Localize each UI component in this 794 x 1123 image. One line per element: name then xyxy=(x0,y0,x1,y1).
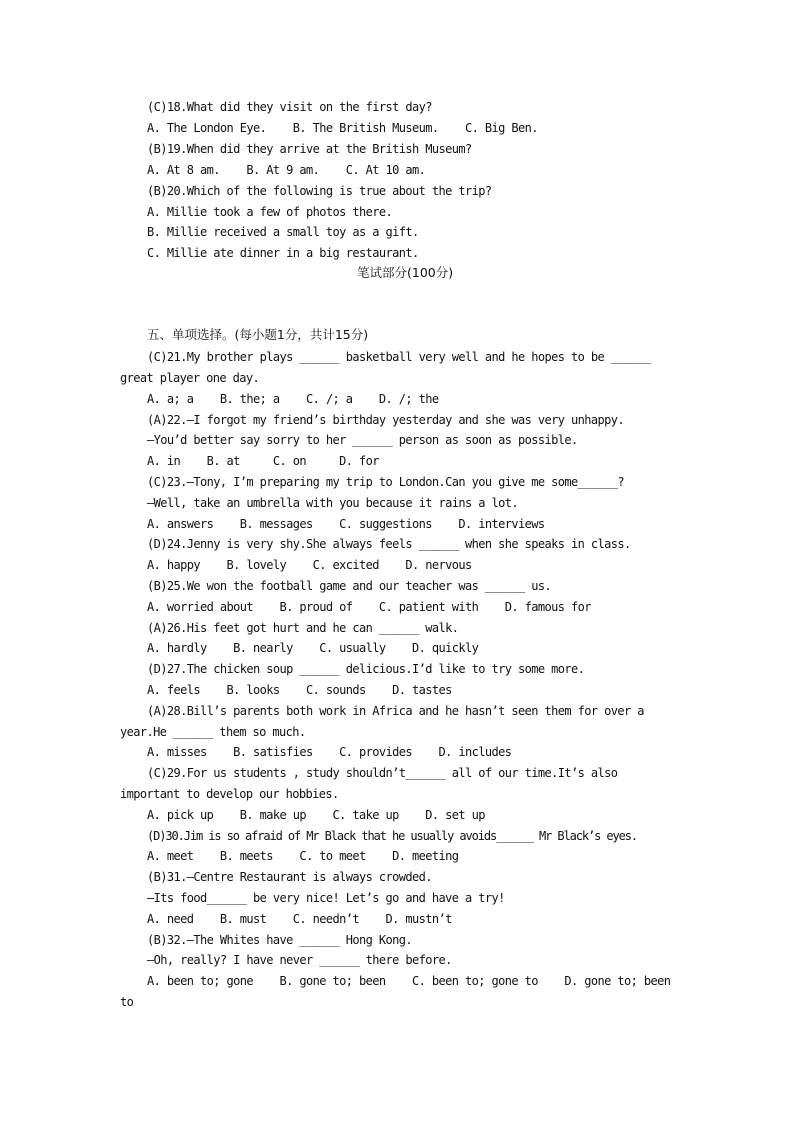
question-32-cont: —Oh, really? I have never ______ there before. xyxy=(147,953,452,967)
question-21-cont: great player one day. xyxy=(120,371,260,385)
question-21-options: A. a; a B. the; a C. /; a D. /; the xyxy=(147,392,439,406)
question-23-options: A. answers B. messages C. suggestions D. interviews xyxy=(147,517,545,531)
question-32-options-wrap: to xyxy=(120,995,134,1009)
question-18-options: A. The London Eye. B. The British Museum. C. Big Ben. xyxy=(147,121,538,135)
question-23-cont: —Well, take an umbrella with you because it rains a lot. xyxy=(147,496,518,510)
question-24-options: A. happy B. lovely C. excited D. nervous xyxy=(147,558,472,572)
question-26-options: A. hardly B. nearly C. usually D. quickly xyxy=(147,641,479,655)
question-29: (C)29.For us students , study shouldn’t______ all of our time.It’s also xyxy=(147,766,618,780)
question-32-options: A. been to; gone B. gone to; been C. been to; gone to D. gone to; been xyxy=(147,974,671,988)
question-19: (B)19.When did they arrive at the British Museum? xyxy=(147,142,472,156)
question-22-cont: —You’d better say sorry to her ______ person as soon as possible. xyxy=(147,433,578,447)
question-31-cont: —Its food______ be very nice! Let’s go and have a try! xyxy=(147,891,505,905)
question-29-cont: important to develop our hobbies. xyxy=(120,787,339,801)
question-19-options: A. At 8 am. B. At 9 am. C. At 10 am. xyxy=(147,163,426,177)
question-28-cont: year.He ______ them so much. xyxy=(120,725,306,739)
written-section-title: 笔试部分(100分) xyxy=(357,265,454,280)
question-30: (D)30.Jim is so afraid of Mr Black that he usually avoids______ Mr Black’s eyes. xyxy=(147,829,637,843)
question-28: (A)28.Bill’s parents both work in Africa and he hasn’t seen them for over a xyxy=(147,704,644,718)
question-30-options: A. meet B. meets C. to meet D. meeting xyxy=(147,849,459,863)
question-28-options: A. misses B. satisfies C. provides D. includes xyxy=(147,745,512,759)
question-25-options: A. worried about B. proud of C. patient with D. famous for xyxy=(147,600,591,614)
question-25: (B)25.We won the football game and our teacher was ______ us. xyxy=(147,579,552,593)
question-27-options: A. feels B. looks C. sounds D. tastes xyxy=(147,683,452,697)
question-29-options: A. pick up B. make up C. take up D. set up xyxy=(147,808,485,822)
question-20-option-b: B. Millie received a small toy as a gift. xyxy=(147,225,419,239)
question-20-option-a: A. Millie took a few of photos there. xyxy=(147,205,393,219)
question-18: (C)18.What did they visit on the first day? xyxy=(147,100,432,114)
question-22: (A)22.—I forgot my friend’s birthday yesterday and she was very unhappy. xyxy=(147,413,624,427)
question-22-options: A. in B. at C. on D. for xyxy=(147,454,379,468)
question-20-option-c: C. Millie ate dinner in a big restaurant. xyxy=(147,246,419,260)
question-24: (D)24.Jenny is very shy.She always feels ______ when she speaks in class. xyxy=(147,537,631,551)
question-27: (D)27.The chicken soup ______ delicious.I’d like to try some more. xyxy=(147,662,585,676)
question-31-options: A. need B. must C. needn’t D. mustn’t xyxy=(147,912,452,926)
section-heading: 五、单项选择。(每小题1分，共计15分) xyxy=(147,327,369,342)
question-23: (C)23.—Tony, I’m preparing my trip to London.Can you give me some______? xyxy=(147,475,624,489)
question-32: (B)32.—The Whites have ______ Hong Kong. xyxy=(147,933,412,947)
question-31: (B)31.—Centre Restaurant is always crowded. xyxy=(147,870,432,884)
question-21: (C)21.My brother plays ______ basketball very well and he hopes to be ______ xyxy=(147,350,651,364)
question-26: (A)26.His feet got hurt and he can ______ walk. xyxy=(147,621,459,635)
question-20: (B)20.Which of the following is true about the trip? xyxy=(147,184,492,198)
